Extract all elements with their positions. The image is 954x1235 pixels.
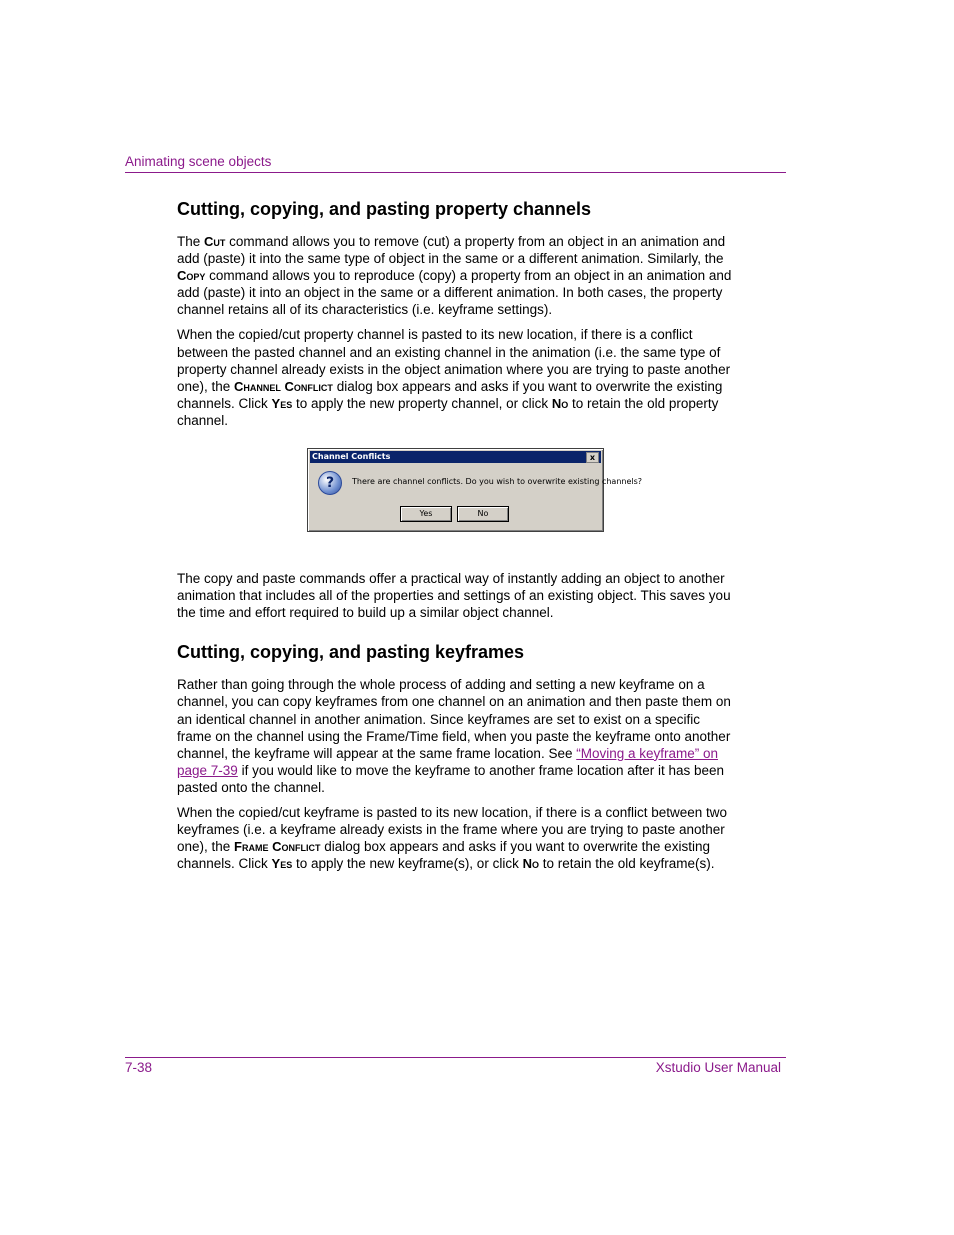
question-icon: ? <box>318 471 342 495</box>
paragraph: The copy and paste commands offer a practical way of instantly adding an object to another animation that includes all of the properties and settings of an existing object. This saves you the time and effort required to build up a similar object channel. <box>177 571 731 621</box>
section-title-property-channels: Cutting, copying, and pasting property channels <box>177 199 592 219</box>
paragraph: Rather than going through the whole process of adding and setting a new keyframe on a channel, you can copy keyframes from one channel on an animation and then paste them on an identical channel in another animation. Since keyframes are set to exist on a specific frame on the channel using the Frame/Time field, when you paste the keyframe onto another channel, the keyframe will appear at the same frame location. See “Moving a keyframe” on page 7-39 if you would like to move the keyframe to another frame location after it has been pasted onto the channel. <box>177 677 731 795</box>
dialog-name: Frame Conflict <box>234 839 321 855</box>
no-term: No <box>551 395 569 411</box>
header-rule <box>125 172 786 173</box>
section-keyframes <box>177 641 737 872</box>
dialog-titlebar <box>310 451 601 463</box>
page-content <box>177 198 737 880</box>
dialog-message: There are channel conflicts. Do you wish to overwrite existing channels? <box>352 477 643 487</box>
yes-button[interactable]: Yes <box>400 506 452 522</box>
page-number: 7-38 <box>125 1060 153 1075</box>
no-button[interactable]: No <box>457 506 509 522</box>
command-copy: Copy <box>177 268 206 284</box>
paragraph: When the copied/cut property channel is pasted to its new location, if there is a conflict between the pasted channel and an existing channel in the animation (i.e. the same type of property channel already exists in the object animation where you are trying to paste another one), the Channel Conflict dialog box appears and asks if you want to overwrite the existing channels. Click Yes to apply the new property channel, or click No to retain the old property channel. <box>177 327 731 428</box>
paragraph: When the copied/cut keyframe is pasted to its new location, if there is a conflict between two keyframes (i.e. a keyframe already exists in the frame where you are trying to paste another one), the Frame Conflict dialog box appears and asks if you want to overwrite the existing channels. Click Yes to apply the new keyframe(s), or click No to retain the old keyframe(s). <box>177 804 728 872</box>
moving-keyframe-link[interactable]: “Moving a keyframe” on page 7-39 <box>177 745 719 778</box>
paragraph: The Cut command allows you to remove (cut) a property from an object in an animation and add (paste) it into the same type of object in the same or a different animation. Similarly, the Copy command allows you to reproduce (copy) a property from an object in an animation and add (paste) it into an object in the same or a different animation. In both cases, the property channel retains all of its characteristics (i.e. keyframe settings). <box>177 234 732 318</box>
no-term: No <box>522 856 539 872</box>
channel-conflicts-dialog <box>307 448 643 532</box>
dialog-figure <box>177 448 737 570</box>
section-title-keyframes: Cutting, copying, and pasting keyframes <box>177 642 525 663</box>
running-header: Animating scene objects <box>125 154 272 169</box>
yes-term: Yes <box>271 856 293 872</box>
manual-title: Xstudio User Manual <box>655 1060 781 1075</box>
dialog-name: Channel Conflict <box>234 378 333 394</box>
yes-term: Yes <box>271 395 293 411</box>
close-icon[interactable]: x <box>586 452 599 463</box>
footer-rule <box>125 1057 786 1058</box>
command-cut: Cut <box>204 234 226 249</box>
dialog-title: Channel Conflicts <box>312 452 391 462</box>
